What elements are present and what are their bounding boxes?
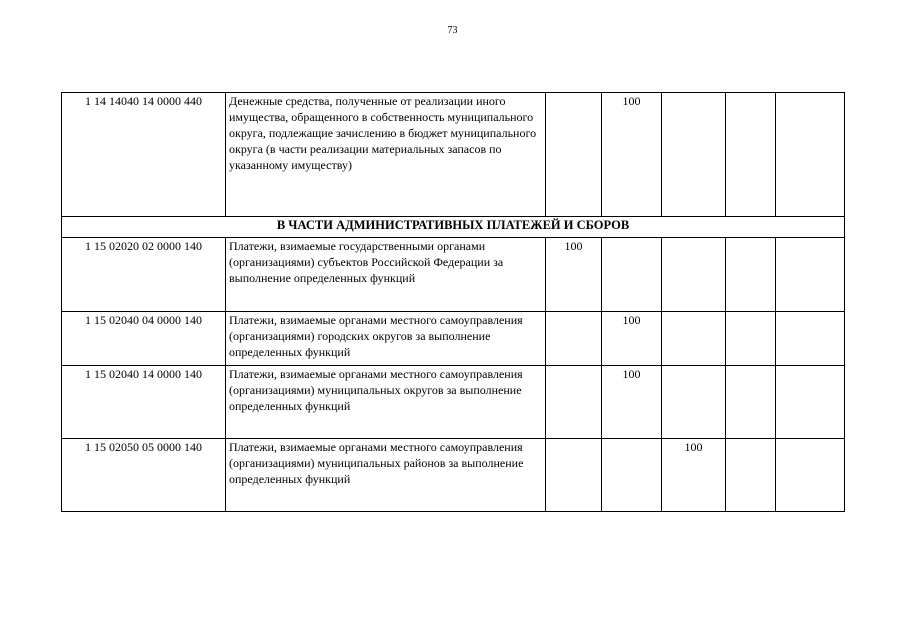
percent-cell <box>546 312 602 366</box>
percent-cell <box>726 93 776 217</box>
percent-cell <box>662 366 726 439</box>
revenue-code: 1 14 14040 14 0000 440 <box>62 93 226 217</box>
percent-cell <box>546 93 602 217</box>
revenue-distribution-table <box>61 92 845 512</box>
revenue-description: Платежи, взимаемые органами местного самоуправления (организациями) городских округов за выполнение определенных функций <box>226 312 546 366</box>
percent-cell <box>726 366 776 439</box>
percent-cell <box>662 238 726 312</box>
table-row <box>62 366 845 439</box>
table-row <box>62 312 845 366</box>
percent-cell <box>776 439 845 512</box>
section-heading: В ЧАСТИ АДМИНИСТРАТИВНЫХ ПЛАТЕЖЕЙ И СБОРОВ <box>62 217 845 238</box>
revenue-code: 1 15 02040 04 0000 140 <box>62 312 226 366</box>
table-row <box>62 439 845 512</box>
percent-cell <box>602 238 662 312</box>
percent-cell <box>776 312 845 366</box>
percent-cell: 100 <box>602 93 662 217</box>
revenue-description: Платежи, взимаемые органами местного самоуправления (организациями) муниципальных округов за выполнение определенных функций <box>226 366 546 439</box>
percent-cell <box>546 439 602 512</box>
revenue-description: Платежи, взимаемые органами местного самоуправления (организациями) муниципальных районов за выполнение определенных функций <box>226 439 546 512</box>
percent-cell <box>602 439 662 512</box>
percent-cell <box>726 439 776 512</box>
percent-cell <box>776 93 845 217</box>
percent-cell: 100 <box>602 366 662 439</box>
revenue-code: 1 15 02050 05 0000 140 <box>62 439 226 512</box>
percent-cell <box>776 366 845 439</box>
table-row <box>62 93 845 217</box>
revenue-code: 1 15 02040 14 0000 140 <box>62 366 226 439</box>
percent-cell <box>546 366 602 439</box>
revenue-description: Денежные средства, полученные от реализации иного имущества, обращенного в собственность муниципального округа, подлежащие зачислению в бюджет муниципального округа (в части реализации материальных запасов по указанному имуществу) <box>226 93 546 217</box>
percent-cell: 100 <box>546 238 602 312</box>
revenue-description: Платежи, взимаемые государственными органами (организациями) субъектов Российской Федерации за выполнение определенных функций <box>226 238 546 312</box>
percent-cell <box>726 238 776 312</box>
table-row <box>62 238 845 312</box>
percent-cell: 100 <box>662 439 726 512</box>
section-row <box>62 217 845 238</box>
percent-cell <box>662 312 726 366</box>
percent-cell <box>726 312 776 366</box>
percent-cell: 100 <box>602 312 662 366</box>
percent-cell <box>662 93 726 217</box>
revenue-code: 1 15 02020 02 0000 140 <box>62 238 226 312</box>
percent-cell <box>776 238 845 312</box>
page-number: 73 <box>447 25 458 36</box>
